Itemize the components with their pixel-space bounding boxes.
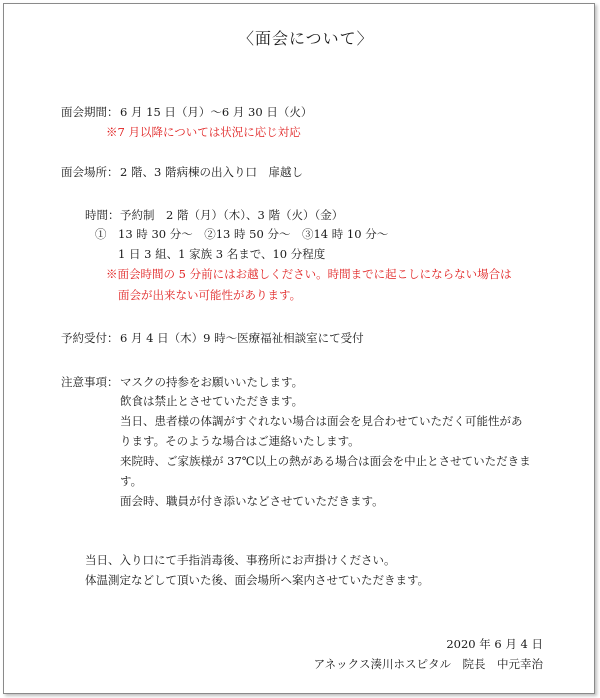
closing-line2: 体温測定などして頂いた後、面会場所へ案内させていただきます。 (85, 573, 430, 587)
time-label: 時間： (85, 208, 120, 222)
page-title: 〈面会について〉 (238, 29, 374, 48)
signature-org: アネックス湊川ホスピタル 院長 中元幸治 (313, 657, 543, 671)
time-slots: ① 13 時 30 分～ ②13 時 50 分～ ③14 時 10 分～ (95, 227, 389, 241)
location-label: 面会場所： (61, 165, 119, 179)
notes-label: 注意事項： (61, 375, 119, 389)
reservation-value: 6 月 4 日（木）9 時～医療福祉相談室にて受付 (120, 331, 364, 345)
notes-line: マスクの持参をお願いいたします。 (120, 375, 304, 389)
reservation-label: 予約受付： (61, 331, 119, 345)
notes-line: 当日、患者様の体調がすぐれない場合は面会を見合わせていただく可能性があ (120, 414, 523, 428)
period-note: ※7 月以降については状況に応じ対応 (106, 125, 301, 139)
time-note-line2: 面会が出来ない可能性があります。 (118, 288, 302, 302)
closing-line1: 当日、入り口にて手指消毒後、事務所にお声掛けください。 (85, 553, 396, 567)
notes-line: 面会時、職員が付き添いなどさせていただきます。 (120, 494, 384, 508)
notes-line: す。 (120, 474, 143, 488)
location-value: 2 階、3 階病棟の出入り口 扉越し (120, 165, 303, 179)
time-limit: 1 日 3 組、1 家族 3 名まで、10 分程度 (118, 247, 326, 261)
signature-date: 2020 年 6 月 4 日 (446, 637, 543, 651)
time-schedule: 予約制 2 階（月）（木）、3 階（火）（金） (120, 208, 344, 222)
period-value: 6 月 15 日（月）～6 月 30 日（火） (120, 105, 313, 119)
notes-line: ります。そのような場合はご連絡いたします。 (120, 434, 360, 448)
notes-line: 来院時、ご家族様が 37℃以上の熱がある場合は面会を中止とさせていただきま (120, 454, 531, 468)
period-label: 面会期間： (61, 105, 119, 119)
time-note-line1: ※面会時間の 5 分前にはお越しください。時間までに起こしにならない場合は (106, 267, 512, 281)
notes-line: 飲食は禁止とさせていただきます。 (120, 394, 304, 408)
